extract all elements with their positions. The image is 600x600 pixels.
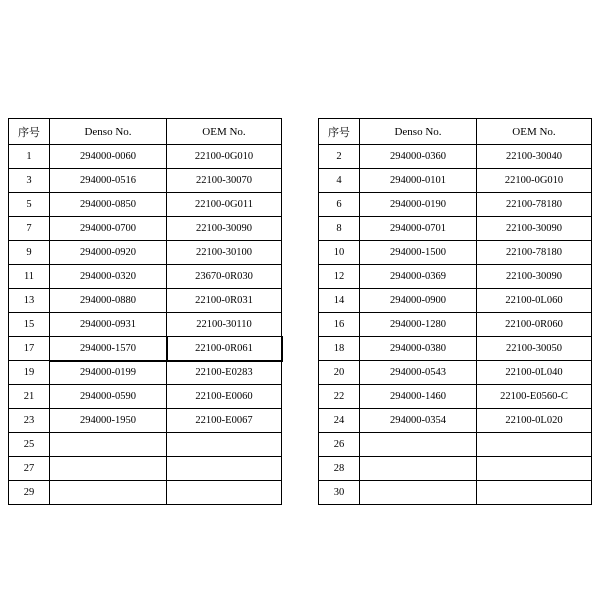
cell-oem: 22100-30090: [167, 217, 282, 241]
table-row: [319, 241, 592, 265]
column-header-oem: OEM No.: [167, 119, 282, 145]
cell-denso: 294000-0880: [50, 289, 167, 313]
cell-denso: 294000-0199: [50, 361, 167, 385]
cell-denso: 294000-1280: [360, 313, 477, 337]
cell-oem: 22100-0R061: [167, 337, 282, 361]
cell-oem: 22100-78180: [477, 241, 592, 265]
cell-denso: [50, 457, 167, 481]
table-row: [319, 265, 592, 289]
table-row: [319, 385, 592, 409]
cell-no: 25: [9, 433, 50, 457]
cell-denso: 294000-1460: [360, 385, 477, 409]
cell-oem: 22100-30110: [167, 313, 282, 337]
table-row-selected[interactable]: [9, 337, 282, 361]
table-row: [9, 433, 282, 457]
column-header-no: 序号: [319, 119, 360, 145]
cell-oem: 22100-E0283: [167, 361, 282, 385]
cell-no: 13: [9, 289, 50, 313]
cell-denso: 294000-0190: [360, 193, 477, 217]
cell-oem: 22100-30040: [477, 145, 592, 169]
table-row: [9, 241, 282, 265]
table-row: [9, 145, 282, 169]
cell-no: 27: [9, 457, 50, 481]
table-row: [319, 433, 592, 457]
cell-no: 21: [9, 385, 50, 409]
cell-no: 2: [319, 145, 360, 169]
cell-no: 22: [319, 385, 360, 409]
parts-table-left: [8, 118, 282, 505]
cell-denso: 294000-0543: [360, 361, 477, 385]
table-row: [9, 361, 282, 385]
table-row: [9, 265, 282, 289]
cell-oem: 22100-E0067: [167, 409, 282, 433]
cell-oem: [167, 481, 282, 505]
cell-oem: [477, 433, 592, 457]
cell-denso: 294000-0900: [360, 289, 477, 313]
cell-denso: [50, 433, 167, 457]
table-row: [9, 193, 282, 217]
cell-no: 3: [9, 169, 50, 193]
cell-oem: [477, 481, 592, 505]
table-row: [319, 169, 592, 193]
cell-oem: [167, 433, 282, 457]
parts-table-right: [318, 118, 592, 505]
cell-denso: 294000-0920: [50, 241, 167, 265]
cell-denso: 294000-1570: [50, 337, 167, 361]
cell-no: 23: [9, 409, 50, 433]
table-body-right: [319, 145, 592, 505]
cell-oem: [167, 457, 282, 481]
cell-denso: 294000-0701: [360, 217, 477, 241]
cell-oem: 22100-0L040: [477, 361, 592, 385]
cell-oem: 22100-E0560-C: [477, 385, 592, 409]
cell-denso: 294000-0360: [360, 145, 477, 169]
cell-no: 26: [319, 433, 360, 457]
table-row: [9, 289, 282, 313]
cell-no: 1: [9, 145, 50, 169]
table-row: [319, 409, 592, 433]
table-row: [319, 481, 592, 505]
column-header-no: 序号: [9, 119, 50, 145]
cell-oem: 22100-30090: [477, 217, 592, 241]
cell-oem: 22100-0R060: [477, 313, 592, 337]
cell-denso: [360, 457, 477, 481]
cell-denso: 294000-0101: [360, 169, 477, 193]
cell-no: 6: [319, 193, 360, 217]
cell-denso: 294000-0516: [50, 169, 167, 193]
cell-denso: [360, 433, 477, 457]
table-row: [319, 457, 592, 481]
cell-no: 30: [319, 481, 360, 505]
cell-denso: 294000-0700: [50, 217, 167, 241]
cell-no: 5: [9, 193, 50, 217]
cell-no: 15: [9, 313, 50, 337]
cell-no: 29: [9, 481, 50, 505]
cell-denso: 294000-0354: [360, 409, 477, 433]
table-row: [9, 217, 282, 241]
table-row: [9, 385, 282, 409]
cell-no: 12: [319, 265, 360, 289]
cell-oem: 22100-30050: [477, 337, 592, 361]
cell-denso: 294000-0380: [360, 337, 477, 361]
table-header-row: [319, 119, 592, 145]
table-row: [319, 145, 592, 169]
cell-no: 14: [319, 289, 360, 313]
column-header-denso: Denso No.: [360, 119, 477, 145]
table-row: [319, 193, 592, 217]
cell-no: 9: [9, 241, 50, 265]
cell-oem: 22100-0L020: [477, 409, 592, 433]
cell-oem: 22100-30090: [477, 265, 592, 289]
cell-no: 24: [319, 409, 360, 433]
column-header-denso: Denso No.: [50, 119, 167, 145]
cell-no: 8: [319, 217, 360, 241]
table-row: [319, 337, 592, 361]
table-row: [9, 481, 282, 505]
table-header-row: [9, 119, 282, 145]
cell-denso: 294000-0369: [360, 265, 477, 289]
cell-oem: 22100-30070: [167, 169, 282, 193]
cell-no: 11: [9, 265, 50, 289]
table-row: [9, 313, 282, 337]
cell-no: 17: [9, 337, 50, 361]
cell-oem: [477, 457, 592, 481]
cell-no: 19: [9, 361, 50, 385]
cell-oem: 22100-78180: [477, 193, 592, 217]
cell-oem: 22100-0G010: [167, 145, 282, 169]
cell-oem: 22100-30100: [167, 241, 282, 265]
cell-oem: 22100-0G010: [477, 169, 592, 193]
table-row: [9, 409, 282, 433]
table-body-left: [9, 145, 282, 505]
table-row: [319, 289, 592, 313]
cell-denso: [50, 481, 167, 505]
cell-denso: 294000-0060: [50, 145, 167, 169]
table-row: [319, 217, 592, 241]
cell-oem: 22100-E0060: [167, 385, 282, 409]
column-header-oem: OEM No.: [477, 119, 592, 145]
cell-oem: 23670-0R030: [167, 265, 282, 289]
cell-no: 28: [319, 457, 360, 481]
cell-denso: 294000-0850: [50, 193, 167, 217]
cell-no: 7: [9, 217, 50, 241]
table-row: [319, 361, 592, 385]
parts-tables-container: [8, 118, 592, 505]
table-row: [9, 457, 282, 481]
cell-no: 10: [319, 241, 360, 265]
cell-no: 4: [319, 169, 360, 193]
cell-oem: 22100-0R031: [167, 289, 282, 313]
cell-denso: 294000-0931: [50, 313, 167, 337]
cell-no: 20: [319, 361, 360, 385]
cell-denso: 294000-1950: [50, 409, 167, 433]
cell-no: 18: [319, 337, 360, 361]
cell-no: 16: [319, 313, 360, 337]
cell-oem: 22100-0L060: [477, 289, 592, 313]
cell-denso: 294000-0320: [50, 265, 167, 289]
cell-oem: 22100-0G011: [167, 193, 282, 217]
table-row: [9, 169, 282, 193]
cell-denso: [360, 481, 477, 505]
table-row: [319, 313, 592, 337]
cell-denso: 294000-0590: [50, 385, 167, 409]
cell-denso: 294000-1500: [360, 241, 477, 265]
